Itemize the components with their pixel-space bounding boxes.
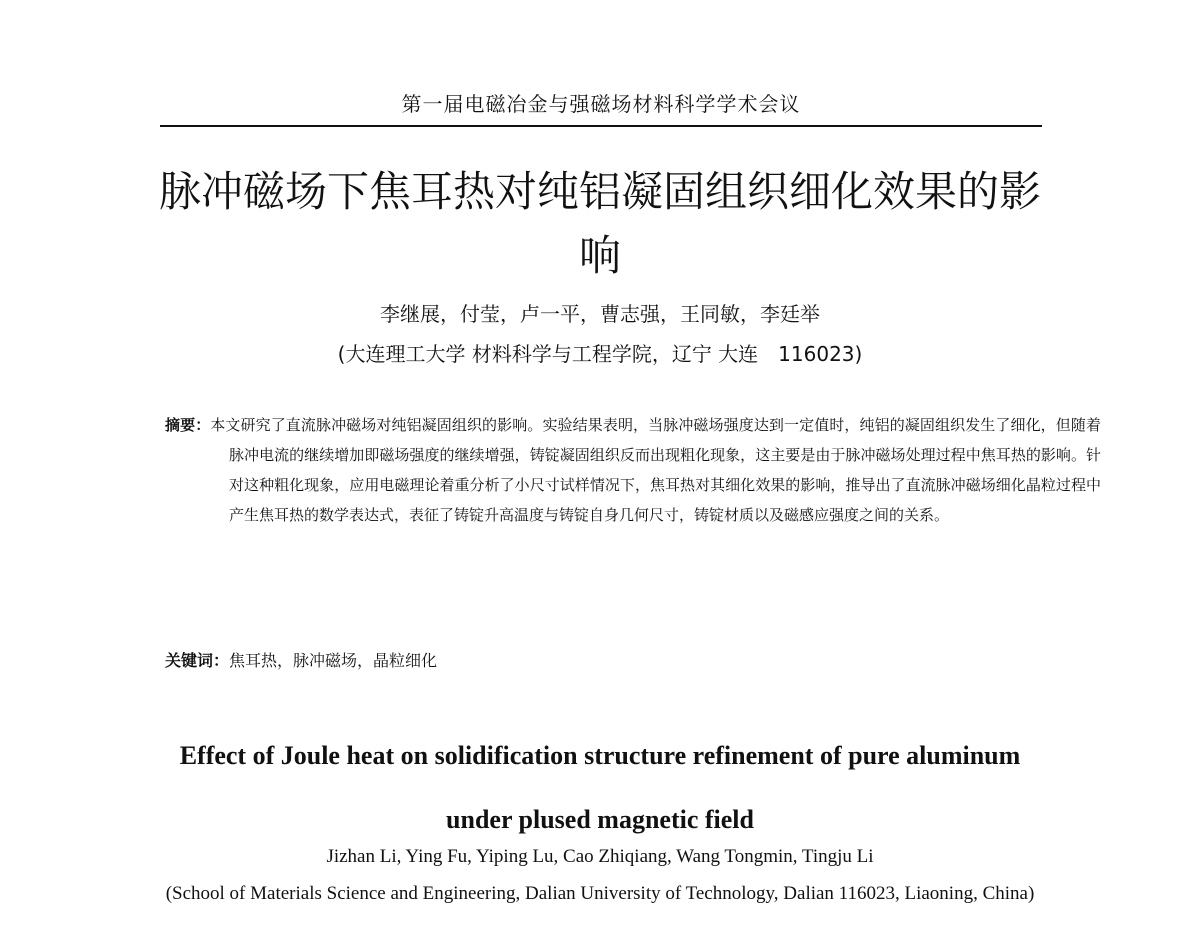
abstract xyxy=(165,410,1101,530)
affiliation-chinese: (大连理工大学 材料科学与工程学院，辽宁 大连 116023) xyxy=(337,342,863,366)
keywords xyxy=(165,648,1037,671)
title-chinese: 脉冲磁场下焦耳热对纯铝凝固组织细化效果的影响 xyxy=(158,167,1041,280)
keywords-label: 关键词： xyxy=(165,651,230,670)
abstract-text: 本文研究了直流脉冲磁场对纯铝凝固组织的影响。实验结果表明，当脉冲磁场强度达到一定值时，纯铝的凝固组织发生了细化，但随着脉冲电流的继续增加即磁场强度的继续增强，铸锭凝固组织反而出现粗化现象，这主要是由于脉冲磁场处理过程中焦耳热的影响。针对这种粗化现象，应用电磁理论着重分析了小尺寸试样情况下，焦耳热对其细化效果的影响，推导出了直流脉冲磁场细化晶粒过程中产生焦耳热的数学表达式，表征了铸锭升高温度与铸锭自身几何尺寸，铸锭材质以及磁感应强度之间的关系。 xyxy=(210,416,1101,524)
title-english: Effect of Joule heat on solidification structure refinement of pure aluminum under plused magnetic field xyxy=(179,741,1021,834)
affiliation-english: (School of Materials Science and Engineering, Dalian University of Technology, Dalian 116023, Liaoning, China) xyxy=(165,883,1035,904)
authors-chinese: 李继展，付莹，卢一平，曹志强，王同敏，李廷举 xyxy=(380,302,820,326)
authors-english: Jizhan Li, Ying Fu, Yiping Lu, Cao Zhiqiang, Wang Tongmin, Tingju Li xyxy=(326,846,874,867)
conference-header: 第一届电磁冶金与强磁场材料科学学术会议 xyxy=(401,92,801,116)
abstract-label: 摘要： xyxy=(165,416,211,434)
keywords-text: 焦耳热，脉冲磁场，晶粒细化 xyxy=(229,651,438,670)
header-rule xyxy=(160,125,1042,127)
